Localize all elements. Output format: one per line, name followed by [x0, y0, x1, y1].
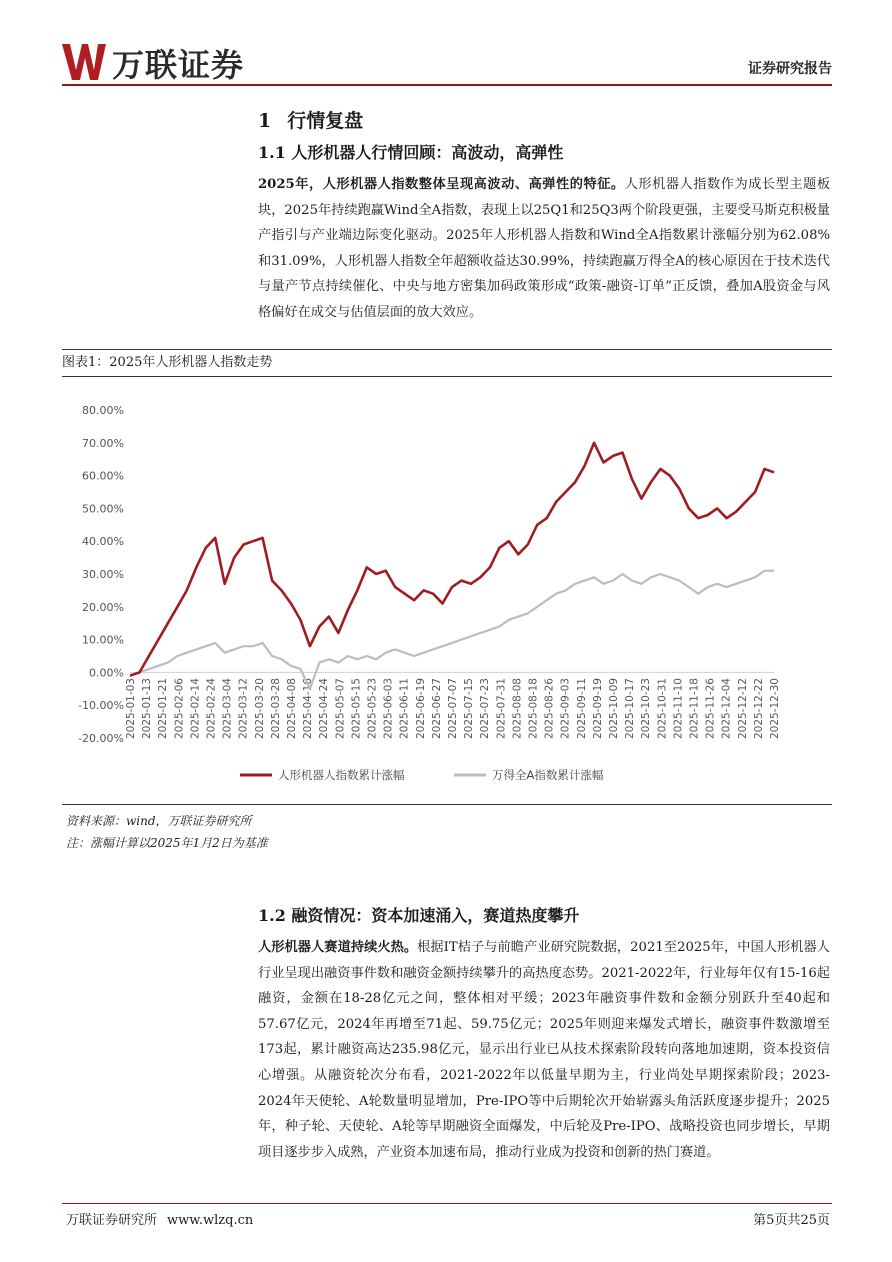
figure-source: 资料来源：wind，万联证券研究所 [66, 814, 252, 828]
paragraph-2 [258, 935, 830, 1165]
x-tick-label: 2025-03-12 [237, 678, 250, 740]
x-tick-label: 2025-10-17 [624, 678, 637, 740]
x-tick-label: 2025-09-19 [591, 678, 604, 740]
logo-w-icon [62, 42, 106, 82]
x-tick-label: 2025-06-03 [382, 678, 395, 740]
line-chart [62, 385, 832, 805]
page-header [62, 38, 832, 86]
subsection-heading-2: 1.2 融资情况：资本加速涌入，赛道热度攀升 [258, 906, 580, 925]
x-tick-label: 2025-09-11 [575, 678, 588, 740]
y-tick-label: 50.00% [82, 502, 124, 516]
x-tick-label: 2025-10-09 [608, 678, 620, 740]
x-tick-label: 2025-11-26 [704, 678, 717, 740]
x-tick-label: 2025-04-08 [286, 678, 298, 740]
x-tick-label: 2025-01-03 [125, 678, 137, 740]
x-tick-label: 2025-06-27 [430, 678, 443, 740]
x-tick-label: 2025-08-08 [511, 678, 524, 740]
section-title: 行情复盘 [287, 110, 364, 132]
x-tick-label: 2025-11-18 [688, 678, 701, 740]
paragraph-2-body: 根据IT桔子与前瞻产业研究院数据，2021至2025年，中国人形机器人行业呈现出融资事件数和融资金额持续攀升的高热度态势。2021-2022年，行业每年仅有15-16起融资，金额在18-28亿元之间，整体相对平缓；2023年融资事件数和金额分别跃升至40起和57.67亿元，2024年再增至71起、59.75亿元；2025年则迎来爆发式增长，融资事件数激增至173起，累计融资高达235.98亿元，显示出行业已从技术探索阶段转向落地加速期，资本投资信心增强。从融资轮次分布看，2021-2022年以低量早期为主，行业尚处早期探索阶段；2023-2024年天使轮、A轮数量明显增加，Pre-IPO等中后期轮次开始崭露头角活跃度逐步提升；2025年，种子轮、天使轮、A轮等早期融资全面爆发，中后轮及Pre-IPO、战略投资也同步增长，早期项目逐步步入成熟，产业资本加速布局，推动行业成为投资和创新的热门赛道。 [258, 940, 830, 1160]
footer-left [66, 1209, 253, 1228]
section-heading [258, 106, 363, 133]
x-tick-label: 2025-02-06 [173, 678, 186, 740]
x-tick-label: 2025-03-04 [221, 678, 234, 740]
paragraph-2-lead: 人形机器人赛道持续火热。 [258, 940, 418, 955]
x-tick-label: 2025-08-18 [527, 678, 540, 740]
x-tick-label: 2025-04-24 [318, 678, 331, 740]
figure-divider [62, 804, 832, 805]
x-tick-label: 2025-08-26 [543, 678, 556, 740]
paragraph-1-lead: 2025年，人形机器人指数整体呈现高波动、高弹性的特征。 [258, 177, 625, 192]
x-tick-label: 2025-02-24 [205, 678, 218, 740]
y-tick-label: 10.00% [82, 633, 124, 647]
header-divider [62, 84, 832, 86]
logo-text: 万联证券 [112, 46, 245, 84]
x-tick-label: 2025-07-07 [447, 678, 459, 740]
paragraph-1 [258, 172, 830, 326]
y-tick-label: 70.00% [82, 436, 124, 450]
series-line [130, 443, 774, 676]
report-type-label: 证券研究报告 [748, 61, 832, 77]
legend-entry: 万得全A指数累计涨幅 [492, 768, 604, 782]
x-tick-label: 2025-09-03 [559, 678, 572, 740]
x-tick-label: 2025-07-31 [495, 678, 508, 740]
x-tick-label: 2025-03-20 [253, 678, 266, 740]
x-tick-label: 2025-04-16 [302, 678, 315, 740]
subsection-heading-1: 1.1 人形机器人行情回顾：高波动，高弹性 [258, 143, 564, 162]
x-tick-label: 2025-12-04 [720, 678, 733, 740]
x-tick-label: 2025-12-12 [736, 678, 749, 740]
y-tick-label: 20.00% [82, 600, 124, 614]
legend-entry: 人形机器人指数累计涨幅 [278, 768, 405, 782]
y-tick-label: 40.00% [82, 535, 124, 549]
footer-url[interactable]: www.wlzq.cn [167, 1213, 254, 1228]
x-tick-label: 2025-01-21 [157, 678, 170, 740]
x-tick-label: 2025-07-15 [463, 678, 476, 740]
x-tick-label: 2025-05-15 [350, 678, 363, 740]
y-tick-label: 30.00% [82, 568, 124, 581]
y-tick-label: -10.00% [78, 699, 124, 713]
y-tick-label: 0.00% [89, 666, 124, 680]
footer-divider [62, 1203, 832, 1204]
x-tick-label: 2025-10-31 [656, 678, 669, 740]
y-tick-label: -20.00% [78, 732, 124, 745]
x-tick-label: 2025-10-23 [640, 678, 653, 740]
x-tick-label: 2025-06-11 [398, 678, 411, 740]
x-tick-label: 2025-12-30 [769, 678, 781, 740]
x-tick-label: 2025-05-07 [334, 678, 347, 740]
page-number: 第5页共25页 [753, 1213, 830, 1228]
x-tick-label: 2025-12-22 [752, 678, 765, 740]
y-tick-label: 60.00% [82, 469, 124, 483]
paragraph-1-body: 人形机器人指数作为成长型主题板块，2025年持续跑赢Wind全A指数，表现上以25Q1和25Q3两个阶段更强，主要受马斯克积极量产指引与产业端边际变化驱动。2025年人形机器人指数和Wind全A指数累计涨幅分别为62.08%和31.09%，人形机器人指数全年超额收益达30.99%，持续跑赢万得全A的核心原因在于技术迭代与量产节点持续催化、中央与地方密集加码政策形成“政策-融资-订单”正反馈，叠加A股资金与风格偏好在成交与估值层面的放大效应。 [258, 177, 831, 320]
figure-note: 注：涨幅计算以2025年1月2日为基准 [66, 836, 268, 850]
x-tick-label: 2025-05-23 [366, 678, 379, 740]
y-tick-label: 80.00% [82, 404, 124, 417]
x-tick-label: 2025-02-14 [189, 678, 202, 740]
x-tick-label: 2025-03-28 [269, 678, 282, 740]
x-tick-label: 2025-06-19 [414, 678, 427, 740]
footer-org: 万联证券研究所 [66, 1213, 158, 1228]
x-tick-label: 2025-01-13 [141, 678, 154, 740]
section-number: 1 [258, 110, 272, 132]
x-tick-label: 2025-11-10 [672, 678, 685, 740]
figure-title: 图表1：2025年人形机器人指数走势 [62, 349, 832, 377]
x-tick-label: 2025-07-23 [479, 678, 492, 740]
